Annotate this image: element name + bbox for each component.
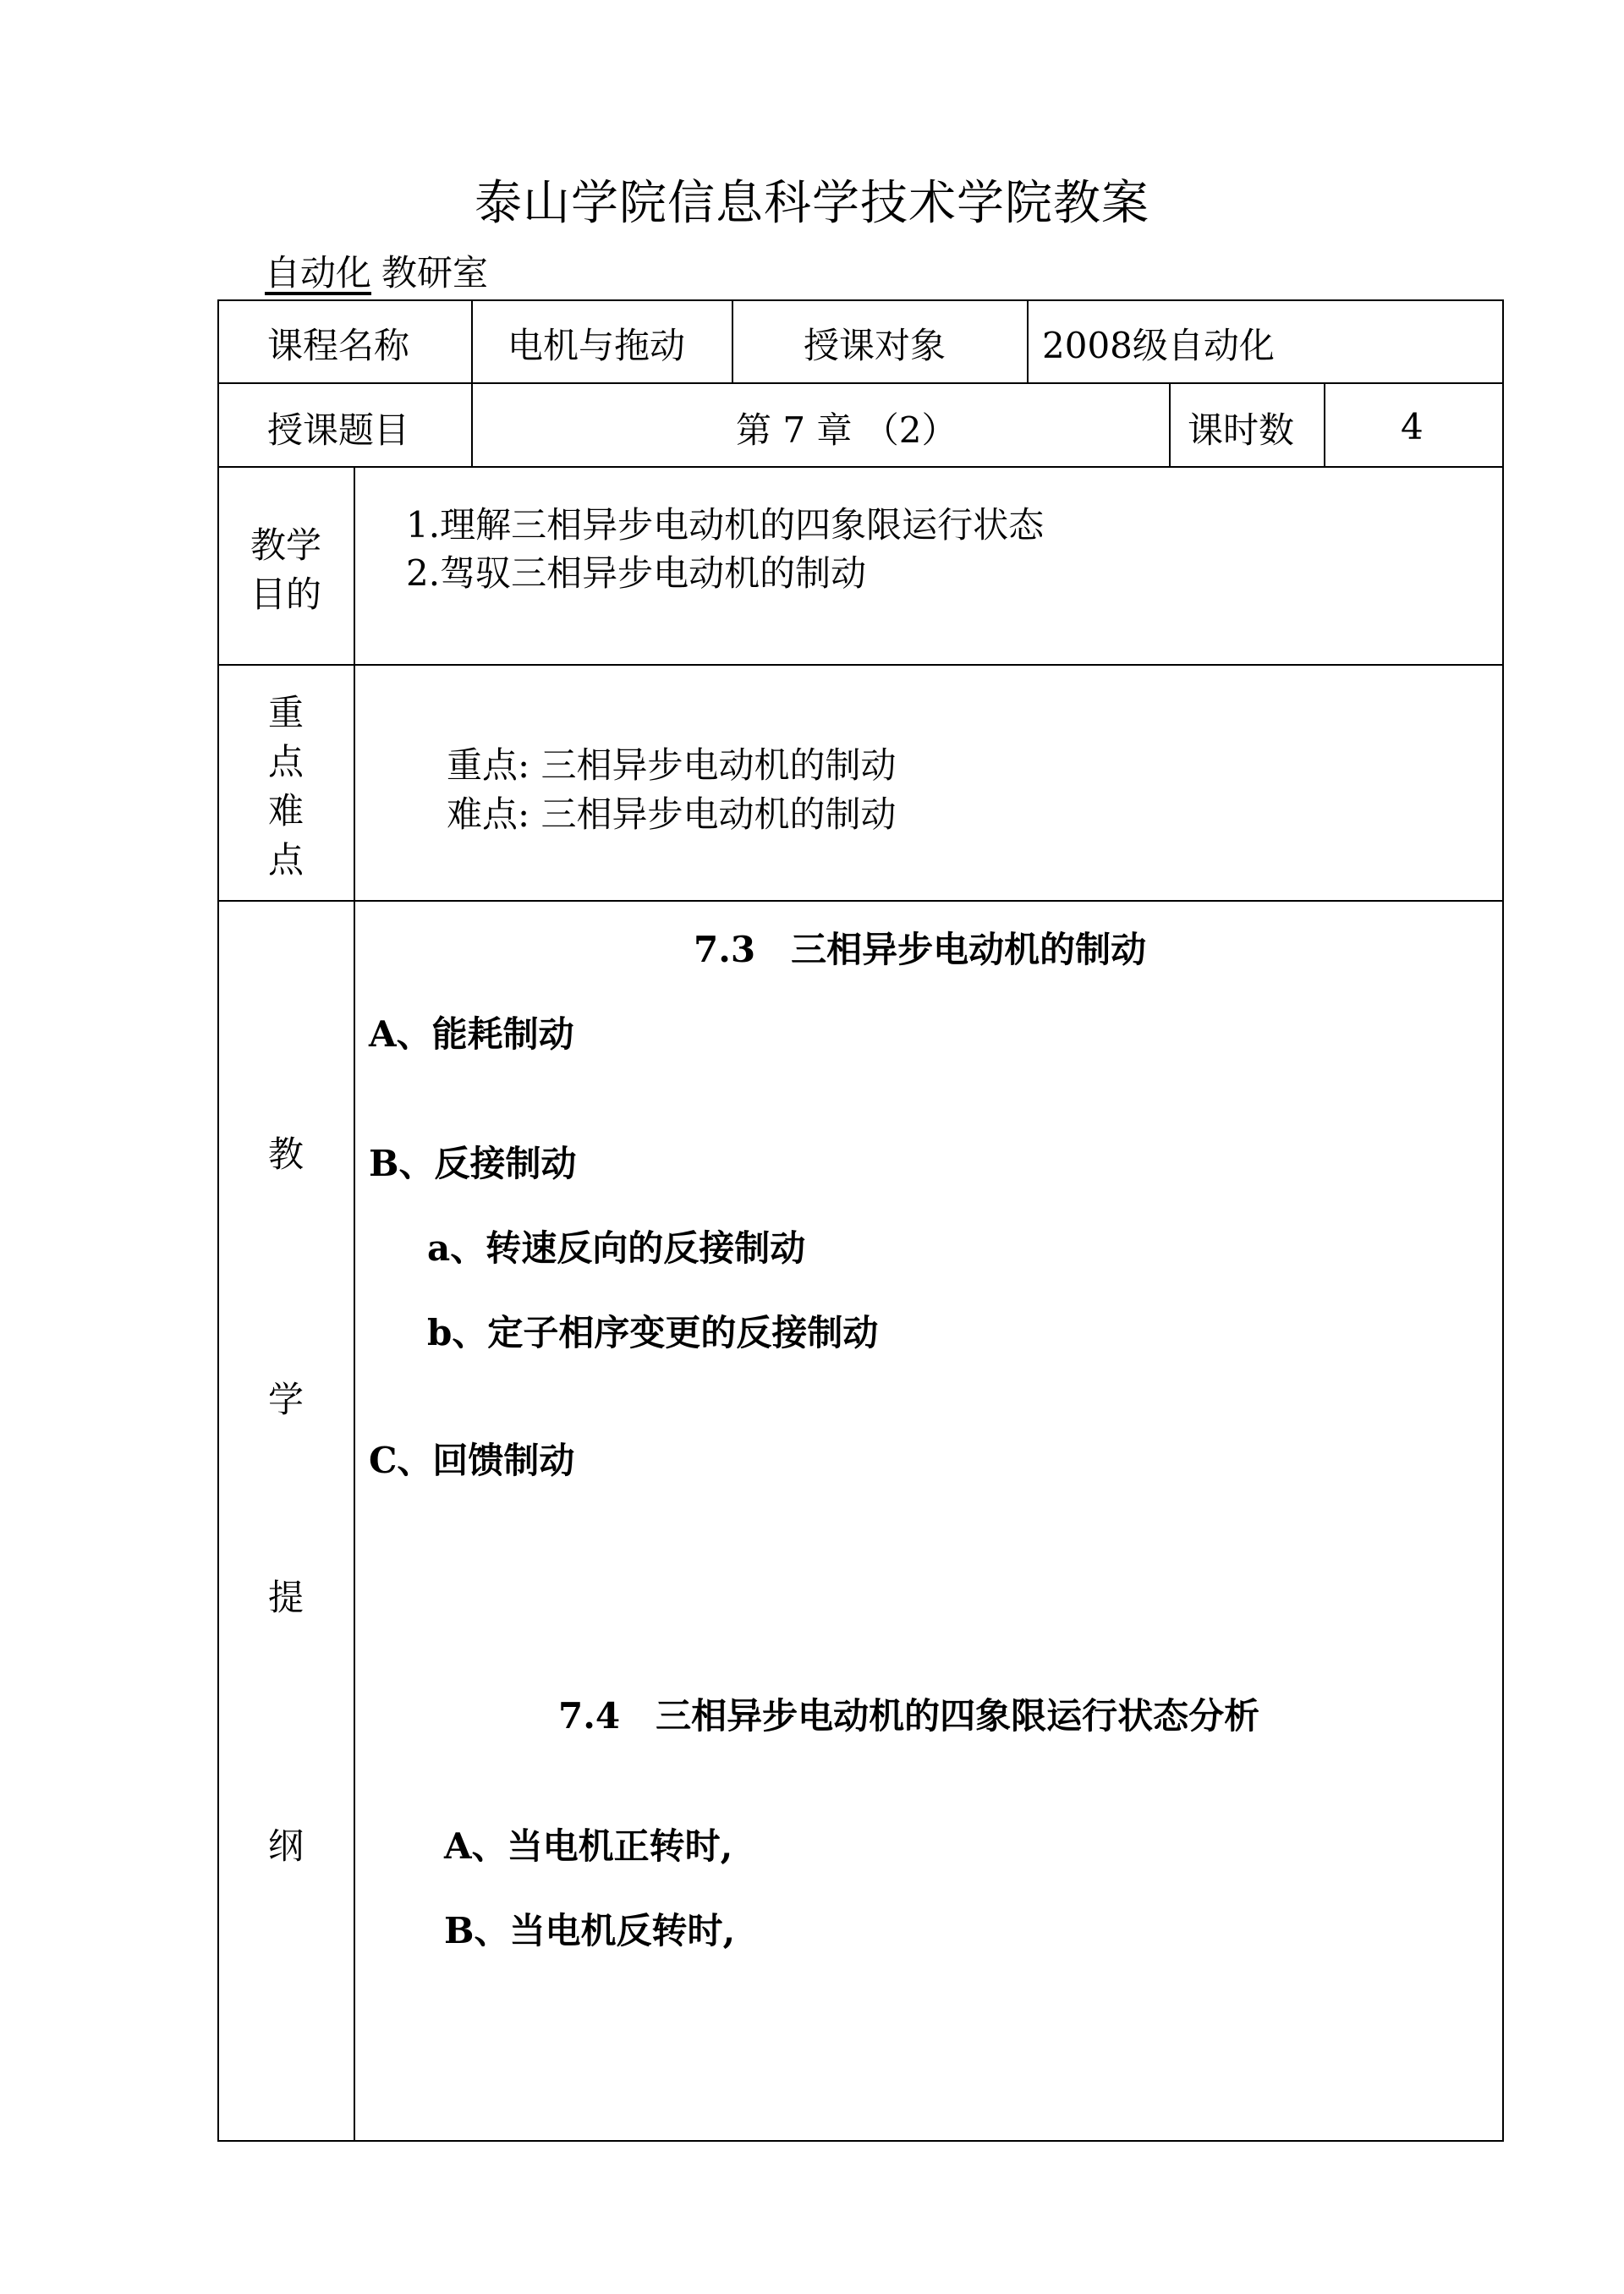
hours-label: 课时数 [1188, 409, 1295, 451]
outline-item-c: C、回馈制动 [369, 1440, 575, 1481]
keypoints-label-char-3: 难 [267, 790, 304, 831]
table-divider [217, 466, 1504, 468]
audience-label: 授课对象 [804, 325, 946, 366]
outline-label-char-4: 纲 [267, 1825, 304, 1867]
outline-label-char-2: 学 [267, 1379, 304, 1420]
table-divider [1169, 382, 1171, 466]
table-divider [1324, 382, 1325, 466]
table-divider [217, 382, 1504, 384]
table-divider [354, 466, 355, 2142]
section-7-3-title: 7.3 三相异步电动机的制动 [694, 929, 1147, 970]
keypoints-label-char-1: 重 [267, 692, 304, 733]
table-divider [1027, 299, 1029, 382]
objective-item-1: 1.理解三相异步电动机的四象限运行状态 [406, 504, 1045, 546]
hours-value: 4 [1401, 406, 1424, 447]
section-7-4-item-a: A、当电机正转时, [444, 1825, 733, 1867]
table-divider [471, 299, 473, 382]
table-divider [471, 382, 473, 466]
key-point: 重点: 三相异步电动机的制动 [447, 744, 897, 786]
objectives-label-line2: 目的 [250, 574, 321, 615]
keypoints-label-char-4: 点 [267, 839, 304, 881]
department-name: 自动化 [265, 252, 372, 294]
table-divider [732, 299, 733, 382]
outline-item-a: A、能耗制动 [369, 1013, 574, 1055]
difficult-point: 难点: 三相异步电动机的制动 [447, 793, 897, 835]
table-divider [217, 664, 1504, 666]
objectives-label-line1: 教学 [250, 524, 321, 566]
page-title: 泰山学院信息科学技术学院教案 [475, 176, 1149, 231]
section-7-4-title: 7.4 三相异步电动机的四象限运行状态分析 [558, 1695, 1260, 1737]
objective-item-2: 2.驾驭三相异步电动机的制动 [406, 552, 867, 594]
topic-label: 授课题目 [267, 409, 410, 451]
department-line [248, 245, 488, 296]
table-divider [217, 900, 1504, 902]
outline-label-char-3: 提 [267, 1577, 304, 1618]
topic-value: 第 7 章 （2） [736, 409, 957, 451]
section-7-4-item-b: B、当电机反转时, [444, 1910, 736, 1951]
outline-item-b-b: b、定子相序变更的反接制动 [427, 1312, 879, 1353]
course-name-value: 电机与拖动 [508, 325, 686, 366]
outline-item-b-a: a、转速反向的反接制动 [427, 1227, 806, 1269]
keypoints-label-char-2: 点 [267, 741, 304, 782]
department-suffix: 教研室 [381, 252, 489, 294]
outline-label-char-1: 教 [267, 1133, 304, 1175]
course-name-label: 课程名称 [267, 325, 410, 366]
outline-item-b: B、反接制动 [369, 1143, 577, 1184]
audience-value: 2008级自动化 [1042, 325, 1275, 366]
